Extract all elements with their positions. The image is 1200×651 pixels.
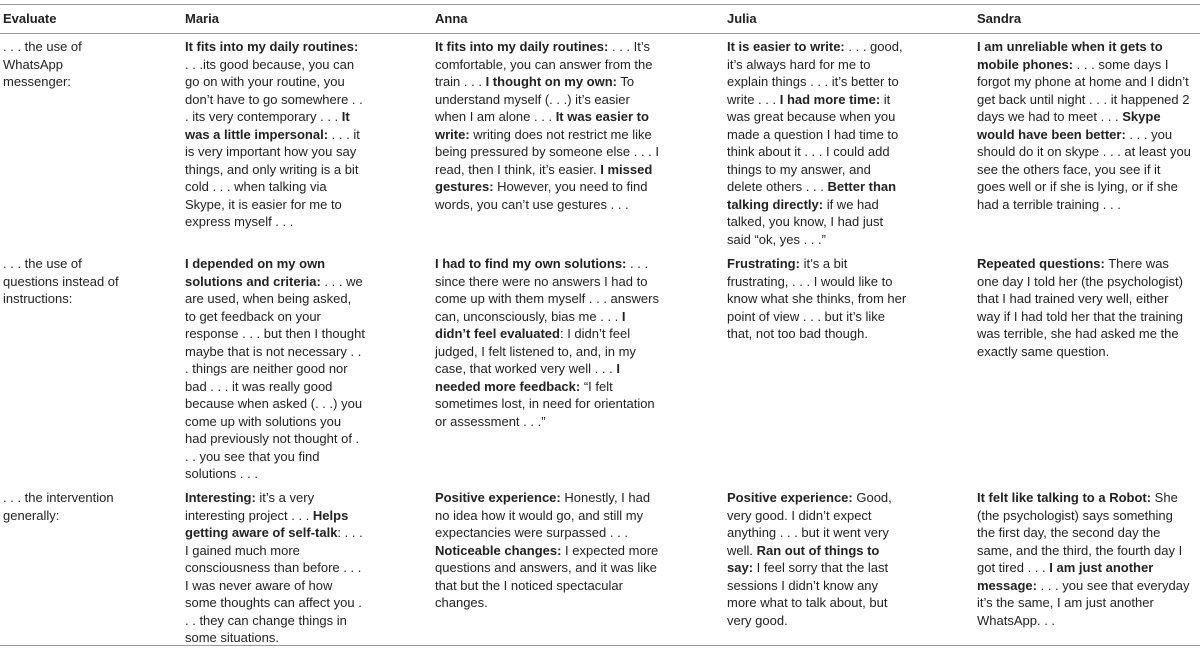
table-header: [0, 4, 1200, 34]
table-cell: It felt like talking to a Robot: She (the psychologist) says something the first day, the second day the same, and the third, the fourth day I got tired . . . I am just another message: . . . you see that everyday it’s the same, I am just another WhatsApp. . .: [977, 490, 1190, 628]
table-cell: I am unreliable when it gets to mobile phones: . . . some days I forgot my phone at home and I didn’t get back until night . . . it happened 2 days we had to meet . . . Skype would have been better: . . . you should do it on skype . . . at least you see the others face, you see if it goes well or if she is lying, or if she had a terrible training . . .: [977, 39, 1191, 212]
theme-label: Helps getting aware of self-talk: [185, 507, 349, 540]
theme-label: I am unreliable when it gets to mobile phones:: [977, 39, 1163, 72]
table-bottom-rule: [0, 645, 1200, 646]
header-maria: Maria: [185, 11, 219, 26]
table-cell: Frustrating: it’s a bit frustrating, . . . I would like to know what she thinks, from her point of view . . . but it’s like that, not too bad though.: [727, 256, 907, 341]
theme-label: I depended on my own solutions and criteria:: [185, 256, 326, 289]
theme-label: I thought on my own:: [485, 74, 617, 89]
theme-label: Positive experience:: [727, 490, 853, 505]
theme-label: It was easier to write:: [435, 109, 649, 142]
table-row: [0, 251, 1200, 485]
table-row: [0, 485, 1200, 645]
table-row: [0, 34, 1200, 251]
row-label: . . . the use of WhatsApp messenger:: [3, 39, 82, 89]
theme-label: I needed more feedback:: [435, 361, 620, 394]
theme-label: It fits into my daily routines:: [185, 39, 359, 54]
table-cell: Interesting: it’s a very interesting project . . . Helps getting aware of self-talk: . . . I gained much more consciousness than before . . . I was never aware of how some thoughts can affect you . . . they can change things in some situations.: [185, 490, 363, 645]
row-label: . . . the intervention generally:: [3, 490, 114, 523]
table-cell: It is easier to write: . . . good, it’s always hard for me to explain things . . . it’s better to write . . . I had more time: it was great because when you made a question I had time to think about it . . . I could add things to my answer, and delete others . . . Better than talking directly: if we had talked, you know, I had just said “ok, yes . . .”: [727, 39, 903, 247]
table-cell: I depended on my own solutions and criteria: . . . we are used, when being asked, to get feedback on your response . . . but then I thought maybe that is not necessary . . . things are neither good nor bad . . . it was really good because when asked (. . .) you come up with solutions you had previously not thought of . . . you see that you find solutions . . .: [185, 256, 365, 481]
table-cell: I had to find my own solutions: . . . since there were no answers I had to come up with them myself . . . answers can, unconsciously, bias me . . . I didn’t feel evaluated: I didn’t feel judged, I felt listened to, and, in my case, that worked very well . . . I needed more feedback: “I felt sometimes lost, in need for orientation or assessment . . .”: [435, 256, 659, 429]
theme-label: I didn’t feel evaluated: [435, 308, 626, 341]
theme-label: It was a little impersonal:: [185, 109, 350, 142]
theme-label: Positive experience:: [435, 490, 561, 505]
table-cell: Repeated questions: There was one day I told her (the psychologist) that I had trained very well, either way if I had told her that the training was terrible, she had asked me the exactly same question.: [977, 256, 1183, 359]
theme-label: Frustrating:: [727, 256, 800, 271]
table-cell: It fits into my daily routines: . . . It’s comfortable, you can answer from the train . . . I thought on my own: To understand myself (. . .) it’s easier when I am alone . . . It was easier to write: writing does not restrict me like being pressured by someone else . . . I read, then I think, it’s easier. I missed gestures: However, you need to find words, you can’t use gestures . . .: [435, 39, 660, 212]
theme-label: I am just another message:: [977, 560, 1154, 593]
table-cell: It fits into my daily routines: . . .its good because, you can go on with your routine, you don’t have to go somewhere . . . its very contemporary . . . It was a little impersonal: . . . it is very important how you say things, and only writing is a bit cold . . . when talking via Skype, it is easier for me to express myself . . .: [185, 39, 363, 229]
theme-label: I had more time:: [779, 91, 881, 107]
header-evaluate: Evaluate: [3, 11, 57, 26]
theme-label: It fits into my daily routines:: [435, 39, 609, 54]
results-table: [0, 4, 1200, 645]
theme-label: Repeated questions:: [977, 256, 1105, 271]
theme-label: Noticeable changes:: [435, 542, 562, 558]
theme-label: Skype would have been better:: [977, 109, 1161, 142]
table-cell: Positive experience: Good, very good. I didn’t expect anything . . . but it went very well. Ran out of things to say: I feel sorry that the last sessions I didn’t know any more what to talk about, but very good.: [727, 490, 892, 628]
theme-label: I had to find my own solutions:: [435, 256, 627, 271]
theme-label: I missed gestures:: [435, 161, 653, 194]
header-sandra: Sandra: [977, 11, 1022, 26]
theme-label: Better than talking directly:: [727, 179, 897, 212]
table-cell: Positive experience: Honestly, I had no idea how it would go, and still my expectancies were surpassed . . . Noticeable changes: I expected more questions and answers, and it was like that but the I noticed spectacular changes.: [435, 490, 659, 610]
theme-label: It is easier to write:: [727, 39, 845, 54]
theme-label: Ran out of things to say:: [727, 542, 880, 575]
theme-label: Interesting:: [185, 490, 256, 505]
header-anna: Anna: [435, 11, 468, 26]
header-julia: Julia: [727, 11, 757, 26]
theme-label: It felt like talking to a Robot:: [977, 490, 1152, 505]
row-label: . . . the use of questions instead of instructions:: [3, 256, 119, 306]
